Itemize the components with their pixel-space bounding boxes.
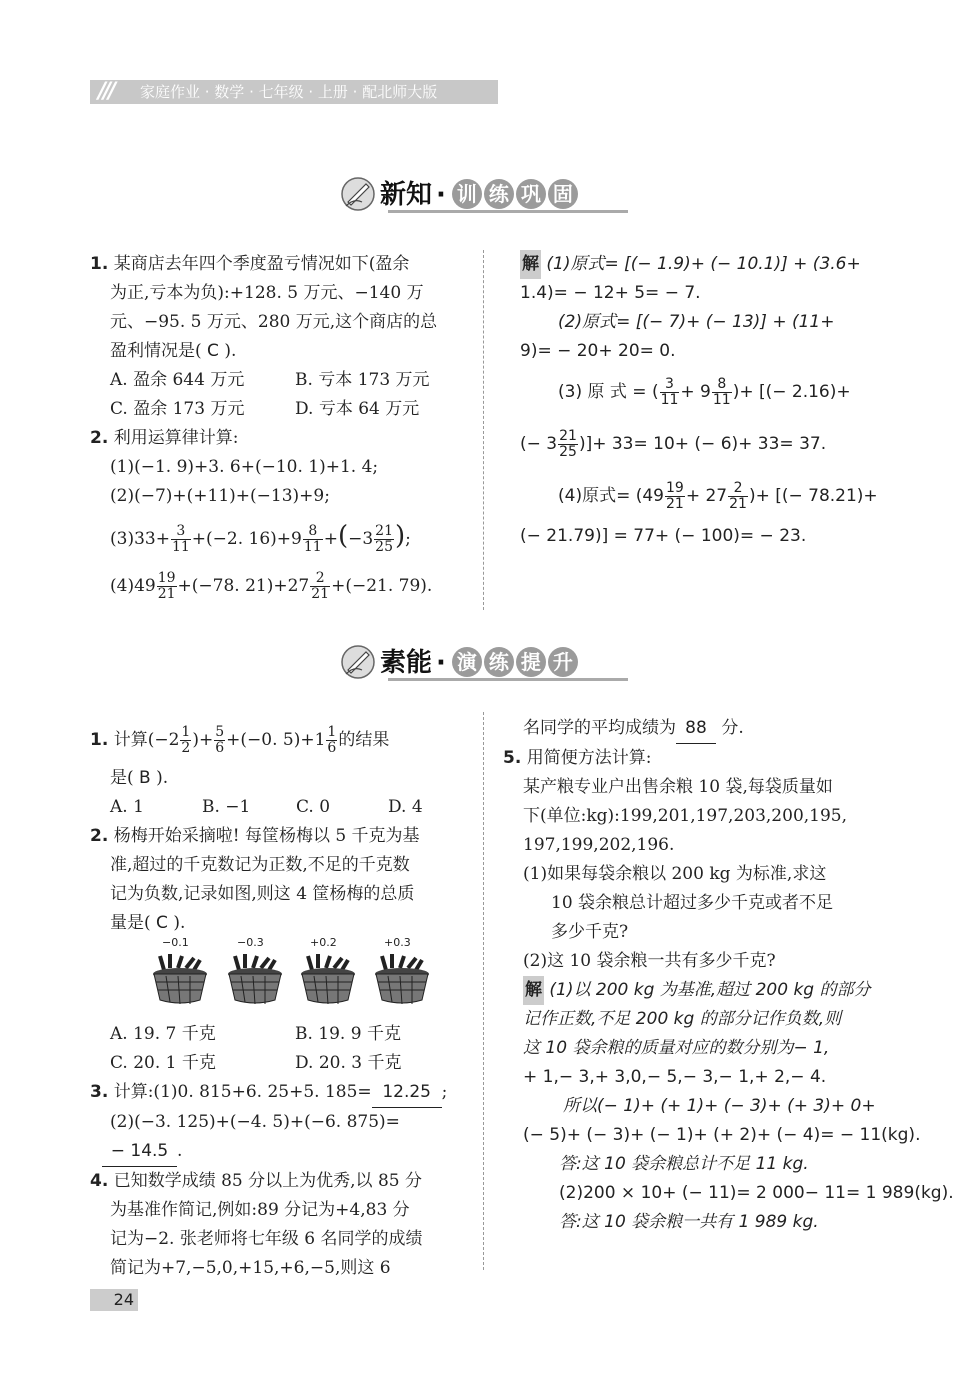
q4-line <box>90 1196 475 1225</box>
header-bar <box>90 80 498 104</box>
question-text: −3 <box>348 529 374 549</box>
q2-line <box>90 822 475 851</box>
option-d: D. 亏本 64 万元 <box>295 399 420 419</box>
numerator: 1 <box>181 724 191 740</box>
fraction <box>665 481 685 512</box>
solution-text: 答:这 10 袋余粮一共有 1 989 kg. <box>559 1212 819 1232</box>
column-divider <box>483 250 484 610</box>
question-text: 元、−95. 5 万元、280 万元,这个商店的总 <box>110 312 438 332</box>
question-text: 记为−2. 张老师将七年级 6 名同学的成绩 <box>110 1229 423 1249</box>
answer-blank: 12.25 <box>372 1078 442 1108</box>
s2-right-column <box>503 714 954 1237</box>
q2-part: (3)33+ $\frac{3}{11}$ +(−2. 16)+9 $\frac{8}{11}$ +(−3 $\frac{21}{25}$ ); <box>110 521 411 555</box>
section-title-main: 素能 <box>380 648 433 678</box>
solution-text: (2)原式= [(− 7)+ (− 13)] + (11+ <box>558 312 835 332</box>
question-text: +(−2. 16)+9 <box>191 529 302 549</box>
solution-line <box>520 308 900 337</box>
option-d: D. 4 <box>388 797 423 817</box>
question-text: (2)这 10 袋余粮一共有多少千克? <box>523 951 776 971</box>
numerator: 21 <box>559 427 577 444</box>
question-number: 1. <box>90 254 109 274</box>
question-text: ; <box>405 529 411 549</box>
q2-line <box>90 851 475 880</box>
fraction <box>660 377 680 408</box>
q2-part <box>90 453 475 482</box>
solution-text: )]+ 33= 10+ (− 6)+ 33= 37. <box>578 434 827 454</box>
option-c: C. 20. 1 千克 <box>110 1053 216 1073</box>
options-row <box>90 793 475 822</box>
solution-label: 解 <box>520 250 541 279</box>
solution-text: )+ [(− 78.21)+ <box>748 486 878 506</box>
denominator: 25 <box>559 443 577 460</box>
solution-text: 记作正数,不足 200 kg 的部分记作负数,则 <box>523 1009 842 1029</box>
baskets-figure <box>150 936 450 1010</box>
section-title-main: 新知 <box>380 180 433 210</box>
denominator: 11 <box>171 539 190 555</box>
basket-icon <box>150 954 210 1006</box>
numerator: 3 <box>171 524 191 540</box>
header-text: 家庭作业 · 数学 · 七年级 · 上册 · 配北师大版 <box>140 83 438 101</box>
fraction <box>728 481 748 512</box>
basket-3 <box>298 936 358 1000</box>
title-bubble: 练 <box>484 647 514 677</box>
question-number: 2. <box>90 826 109 846</box>
question-text: 某商店去年四个季度盈亏情况如下(盈余 <box>113 254 410 274</box>
q5-part <box>503 889 898 918</box>
question-text: 某产粮专业户出售余粮 10 袋,每袋质量如 <box>523 777 833 797</box>
option-a: A. 盈余 644 万元 <box>110 370 245 390</box>
q4-line <box>90 1225 475 1254</box>
denominator: 11 <box>303 539 322 555</box>
solution-text: + 1,− 3,+ 3,0,− 5,− 3,− 1,+ 2,− 4. <box>523 1067 827 1087</box>
title-bubble: 升 <box>548 647 578 677</box>
header-slashes: /// <box>98 79 114 104</box>
question-text: 10 袋余粮总计超过多少千克或者不足 <box>551 893 834 913</box>
option-a: A. 19. 7 千克 <box>110 1024 216 1044</box>
solution-text: (− 5)+ (− 3)+ (− 1)+ (+ 2)+ (− 4)= − 11(kg). <box>523 1125 921 1145</box>
title-bubble: 训 <box>452 179 482 209</box>
numerator: 2 <box>728 481 748 497</box>
question-text: )+ <box>192 730 214 750</box>
question-text: . <box>177 1141 183 1161</box>
answer-choice: B <box>139 768 151 788</box>
option-b: B. 19. 9 千克 <box>295 1024 401 1044</box>
solution-line <box>520 250 900 279</box>
q4-continuation <box>503 714 898 744</box>
option-d: D. 20. 3 千克 <box>295 1053 402 1073</box>
option-a: A. 1 <box>110 797 144 817</box>
fraction <box>558 429 578 460</box>
numerator: 2 <box>310 571 330 587</box>
options-row <box>90 1049 475 1078</box>
section-heading-ability <box>340 640 630 694</box>
question-text: (2)(−7)+(+11)+(−13)+9; <box>110 486 330 506</box>
question-text: 的结果 <box>338 730 390 750</box>
question-text: 是( <box>110 768 134 788</box>
numerator: 8 <box>712 377 732 393</box>
answer-blank: − 14.5 <box>102 1137 177 1167</box>
q2-part <box>90 482 475 511</box>
q5-line <box>503 744 898 773</box>
q5-line <box>503 773 898 802</box>
question-text: 杨梅开始采摘啦! 每筐杨梅以 5 千克为基 <box>113 826 420 846</box>
denominator: 21 <box>157 586 176 602</box>
fraction <box>214 725 225 756</box>
question-text: + <box>323 529 338 549</box>
question-text: 量是( <box>110 913 151 933</box>
question-number: 5. <box>503 748 522 768</box>
question-text: 为基准作简记,例如:89 分记为+4,83 分 <box>110 1200 410 1220</box>
q2-line <box>90 880 475 909</box>
solution-line <box>503 1034 898 1063</box>
question-text: 多少千克? <box>551 922 629 942</box>
solution-text: 1.4)= − 12+ 5= − 7. <box>520 283 701 303</box>
solution-text: (− 3 <box>520 434 558 454</box>
numerator: 19 <box>666 479 684 496</box>
fraction <box>310 571 330 602</box>
section-title: 素能 · 演 练 提 升 <box>380 642 578 679</box>
question-text: ). <box>224 341 237 361</box>
basket-2 <box>225 936 285 1000</box>
solution-line <box>503 976 898 1005</box>
question-text: 计算(−2 <box>113 730 180 750</box>
solution-line <box>503 1121 921 1150</box>
solution-line <box>520 337 900 366</box>
numerator: 8 <box>303 524 323 540</box>
q5-part <box>503 947 898 976</box>
solution-label: 解 <box>523 976 544 1005</box>
basket-4 <box>372 936 432 1000</box>
solution-text: (1)以 200 kg 为基准,超过 200 kg 的部分 <box>549 980 871 1000</box>
q2-part <box>90 561 475 611</box>
solution-text: + 27 <box>685 486 728 506</box>
question-text: 简记为+7,−5,0,+15,+6,−5,则这 6 <box>110 1258 391 1278</box>
solution-text: 所以(− 1)+ (+ 1)+ (− 3)+ (+ 3)+ 0+ <box>563 1096 876 1116</box>
numerator: 19 <box>157 570 176 586</box>
q4-line <box>90 1167 475 1196</box>
question-text: 分. <box>721 718 744 738</box>
solution-line <box>520 522 900 551</box>
title-bubble: 演 <box>452 647 482 677</box>
question-text: (1)(−1. 9)+3. 6+(−10. 1)+1. 4; <box>110 457 379 477</box>
question-text: 准,超过的千克数记为正数,不足的千克数 <box>110 855 410 875</box>
heading-rule <box>388 678 628 681</box>
q3-line <box>90 1137 475 1167</box>
heading-rule <box>388 210 628 213</box>
option-b: B. −1 <box>202 797 251 817</box>
basket-icon <box>298 954 358 1006</box>
question-text: 计算:(1)0. 815+6. 25+5. 185= <box>113 1082 372 1102</box>
options-row <box>90 1020 475 1049</box>
s1-left-column <box>90 250 475 611</box>
q4-line <box>90 1254 475 1283</box>
q5-part <box>503 918 898 947</box>
solution-text: )+ [(− 2.16)+ <box>732 382 851 402</box>
fraction <box>157 571 177 602</box>
solution-line <box>520 470 900 522</box>
option-c: C. 盈余 173 万元 <box>110 399 245 419</box>
question-number: 1. <box>90 730 109 750</box>
q1-line <box>90 716 475 764</box>
q1-line <box>90 308 475 337</box>
denominator: 21 <box>311 586 330 602</box>
solution-line <box>503 1005 898 1034</box>
question-text: ). <box>173 913 186 933</box>
q1-line <box>90 279 475 308</box>
section-title: 新知 · 训 练 巩 固 <box>380 174 578 211</box>
question-text: 已知数学成绩 85 分以上为优秀,以 85 分 <box>113 1171 422 1191</box>
fraction <box>303 524 323 555</box>
basket-icon <box>225 954 285 1006</box>
basket-label: +0.2 <box>310 936 337 949</box>
question-number: 3. <box>90 1082 109 1102</box>
numerator: 3 <box>660 377 680 393</box>
denominator: 21 <box>666 495 684 512</box>
solution-line <box>503 1150 898 1179</box>
q1-line <box>90 250 475 279</box>
fraction <box>374 524 394 555</box>
denominator: 11 <box>660 391 679 408</box>
q3-line <box>90 1108 475 1137</box>
solution-line <box>503 1092 898 1121</box>
denominator: 6 <box>215 740 225 756</box>
question-text: ). <box>156 768 169 788</box>
solution-text: + 9 <box>680 382 711 402</box>
answer-blank: 88 <box>676 714 716 744</box>
title-bubble: 提 <box>516 647 546 677</box>
option-b: B. 亏本 173 万元 <box>295 370 430 390</box>
fraction <box>326 725 337 756</box>
fraction <box>712 377 732 408</box>
solution-text: 答:这 10 袋余粮总计不足 11 kg. <box>559 1154 809 1174</box>
solution-text: (1)原式= [(− 1.9)+ (− 10.1)] + (3.6+ <box>546 254 861 274</box>
question-text: 名同学的平均成绩为 <box>523 718 676 738</box>
question-text: +(−78. 21)+27 <box>177 576 310 596</box>
denominator: 2 <box>181 740 191 756</box>
denominator: 25 <box>375 539 393 555</box>
denominator: 21 <box>729 495 747 512</box>
q2-line <box>90 909 475 938</box>
numerator: 21 <box>375 523 393 539</box>
s1-right-column <box>520 250 900 551</box>
basket-1 <box>150 936 210 1000</box>
title-bubble: 练 <box>484 179 514 209</box>
question-text: 记为负数,记录如图,则这 4 筐杨梅的总质 <box>110 884 415 904</box>
question-text: (2)(−3. 125)+(−4. 5)+(−6. 875)= <box>110 1112 400 1132</box>
page-number: 24 <box>90 1289 138 1311</box>
solution-line <box>520 279 900 308</box>
question-text: +(−0. 5)+1 <box>226 730 326 750</box>
q5-line <box>503 831 898 860</box>
question-text: 盈利情况是( <box>110 341 202 361</box>
question-text: (1)如果每袋余粮以 200 kg 为标准,求这 <box>523 864 827 884</box>
question-text: (3)33+ <box>110 529 170 549</box>
numerator: 5 <box>215 724 225 740</box>
question-text: +(−21. 79). <box>331 576 433 596</box>
options-row <box>90 366 475 395</box>
fraction <box>180 725 191 756</box>
solution-text: 这 10 袋余粮的质量对应的数分别为− 1, <box>523 1038 830 1058</box>
question-text: (4)49 <box>110 576 156 596</box>
option-c: C. 0 <box>296 797 331 817</box>
solution-text: (2)200 × 10+ (− 11)= 2 000− 11= 1 989(kg). <box>559 1183 954 1203</box>
numerator: 1 <box>327 724 337 740</box>
q3-line <box>90 1078 475 1108</box>
answer-choice: C <box>156 913 168 933</box>
q5-part <box>503 860 898 889</box>
title-bubble: 巩 <box>516 179 546 209</box>
options-row <box>90 395 475 424</box>
question-text: 下(单位:kg):199,201,197,203,200,195, <box>523 806 848 826</box>
question-text: 用简便方法计算: <box>526 748 652 768</box>
question-text: ; <box>441 1082 448 1102</box>
question-text: 197,199,202,196. <box>523 835 675 855</box>
pen-logo-icon <box>340 176 376 212</box>
section-heading-new-knowledge <box>340 172 630 226</box>
question-text: 利用运算律计算: <box>113 428 239 448</box>
solution-line <box>503 1063 898 1092</box>
fraction <box>171 524 191 555</box>
solution-text: 9)= − 20+ 20= 0. <box>520 341 676 361</box>
q1-line <box>90 337 475 366</box>
solution-line <box>503 1179 954 1208</box>
q1-line <box>90 764 475 793</box>
q2-line <box>90 424 475 453</box>
basket-label: −0.3 <box>237 936 264 949</box>
question-number: 2. <box>90 428 109 448</box>
solution-text: (3) 原 式 = ( <box>558 382 659 402</box>
solution-line <box>520 418 900 470</box>
q5-line <box>503 802 898 831</box>
question-number: 4. <box>90 1171 109 1191</box>
denominator: 6 <box>327 740 337 756</box>
answer-choice: C <box>207 341 219 361</box>
pen-logo-icon <box>340 644 376 680</box>
solution-text: (− 21.79)] = 77+ (− 100)= − 23. <box>520 526 807 546</box>
column-divider <box>483 712 484 1270</box>
solution-line <box>520 366 900 418</box>
solution-line <box>503 1208 898 1237</box>
basket-label: −0.1 <box>162 936 189 949</box>
basket-icon <box>372 954 432 1006</box>
title-bubble: 固 <box>548 179 578 209</box>
denominator: 11 <box>712 391 731 408</box>
question-text: 为正,亏本为负):+128. 5 万元、−140 万 <box>110 283 424 303</box>
solution-text: (4)原式= (49 <box>558 486 664 506</box>
basket-label: +0.3 <box>384 936 411 949</box>
